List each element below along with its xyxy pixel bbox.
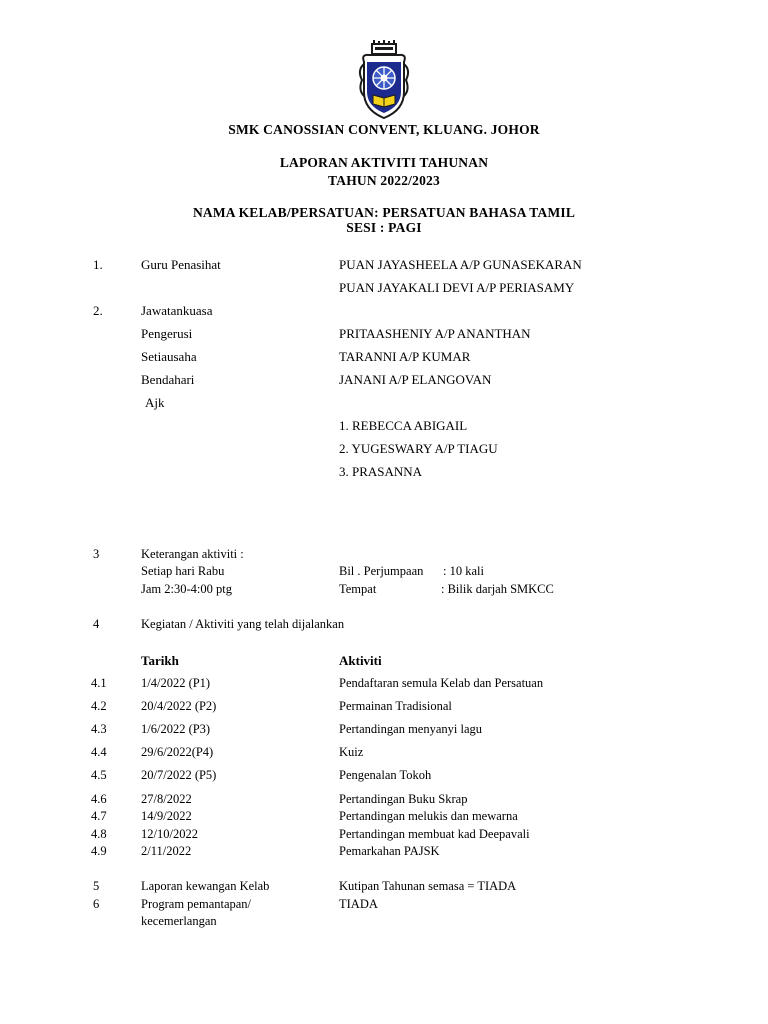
section-number: 5 (93, 879, 100, 893)
row-activity: Pendaftaran semula Kelab dan Persatuan (339, 676, 544, 690)
role-name: TARANNI A/P KUMAR (339, 349, 471, 364)
meetings-value: : 10 kali (443, 564, 484, 578)
row-number: 4.6 (91, 792, 107, 806)
row-activity: Pengenalan Tokoh (339, 768, 432, 782)
session: SESI : PAGI (346, 220, 422, 235)
row-activity: Pemarkahan PAJSK (339, 844, 440, 858)
school-crest-icon (355, 40, 413, 120)
section-label: Kegiatan / Aktiviti yang telah dijalankan (141, 617, 345, 631)
row-date: 20/4/2022 (P2) (141, 699, 217, 713)
ajk-member: 3. PRASANNA (339, 464, 423, 479)
row-date: 2/11/2022 (141, 844, 192, 858)
section-number: 1. (93, 257, 103, 272)
row-date: 1/4/2022 (P1) (141, 676, 211, 690)
row-number: 4.8 (91, 827, 107, 841)
row-number: 4.7 (91, 809, 107, 823)
row-date: 12/10/2022 (141, 827, 198, 841)
section-number: 4 (93, 617, 100, 631)
section-number: 6 (93, 897, 100, 911)
meetings-label: Bil . Perjumpaan (339, 564, 424, 578)
section-number: 3 (93, 547, 100, 561)
section-label: Laporan kewangan Kelab (141, 879, 270, 893)
section-label: Keterangan aktiviti : (141, 547, 244, 561)
row-activity: Pertandingan membuat kad Deepavali (339, 827, 530, 841)
row-date: 20/7/2022 (P5) (141, 768, 217, 782)
role-label: Bendahari (141, 372, 195, 387)
advisor-name: PUAN JAYASHEELA A/P GUNASEKARAN (339, 257, 582, 272)
row-number: 4.4 (91, 745, 107, 759)
column-header-activity: Aktiviti (339, 653, 382, 668)
row-date: 29/6/2022(P4) (141, 745, 214, 759)
role-name: JANANI A/P ELANGOVAN (339, 372, 492, 387)
row-activity: Pertandingan Buku Skrap (339, 792, 468, 806)
row-activity: Kuiz (339, 745, 364, 759)
club-name: NAMA KELAB/PERSATUAN: PERSATUAN BAHASA TAMIL (192, 205, 576, 220)
column-header-date: Tarikh (141, 653, 179, 668)
role-label: Pengerusi (141, 326, 193, 341)
row-number: 4.1 (91, 676, 107, 690)
row-date: 1/6/2022 (P3) (141, 722, 211, 736)
section-label: Jawatankuasa (141, 303, 213, 318)
row-number: 4.5 (91, 768, 107, 782)
row-activity: Pertandingan melukis dan mewarna (339, 809, 518, 823)
activity-time: Jam 2:30-4:00 ptg (141, 582, 232, 596)
section-label: Program pemantapan/ (141, 897, 252, 911)
ajk-member: 2. YUGESWARY A/P TIAGU (339, 441, 498, 456)
row-date: 14/9/2022 (141, 809, 192, 823)
venue-value: : Bilik darjah SMKCC (441, 582, 554, 596)
row-date: 27/8/2022 (141, 792, 192, 806)
report-title: LAPORAN AKTIVITI TAHUNAN (279, 155, 489, 170)
section-number: 2. (93, 303, 103, 318)
role-label: Setiausaha (141, 349, 197, 364)
section-label: kecemerlangan (141, 914, 217, 928)
ajk-member: 1. REBECCA ABIGAIL (339, 418, 468, 433)
school-name: SMK CANOSSIAN CONVENT, KLUANG. JOHOR (228, 122, 540, 137)
row-number: 4.9 (91, 844, 107, 858)
activity-day: Setiap hari Rabu (141, 564, 225, 578)
section-label: Guru Penasihat (141, 257, 221, 272)
advisor-name: PUAN JAYAKALI DEVI A/P PERIASAMY (339, 280, 575, 295)
ajk-label: Ajk (145, 395, 165, 410)
crown-icon (372, 40, 396, 54)
row-activity: Pertandingan menyanyi lagu (339, 722, 483, 736)
role-name: PRITAASHENIY A/P ANANTHAN (339, 326, 531, 341)
row-activity: Permainan Tradisional (339, 699, 452, 713)
row-number: 4.2 (91, 699, 107, 713)
report-year: TAHUN 2022/2023 (328, 173, 440, 188)
row-number: 4.3 (91, 722, 107, 736)
finance-value: Kutipan Tahunan semasa = TIADA (339, 879, 517, 893)
venue-label: Tempat (339, 582, 377, 596)
program-value: TIADA (339, 897, 378, 911)
